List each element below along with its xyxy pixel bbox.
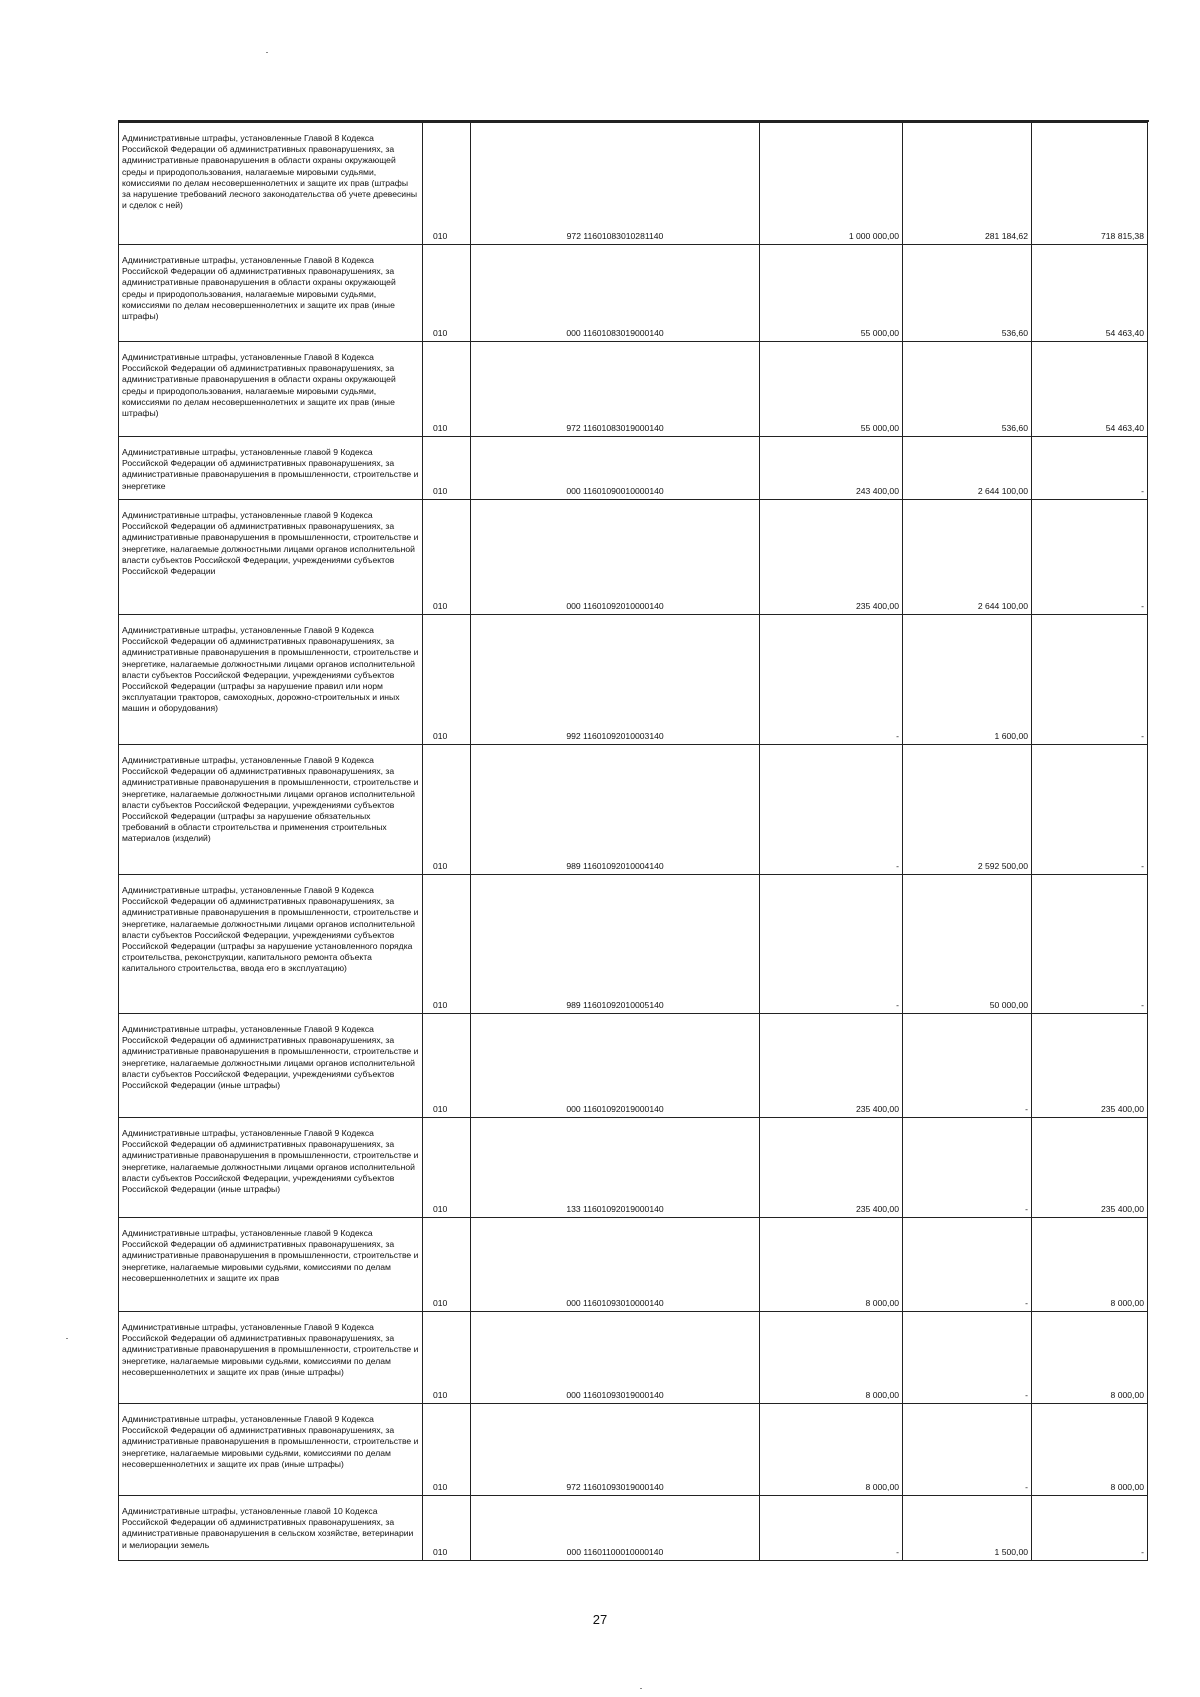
table-row	[119, 342, 1148, 437]
budget-classification-code: 000 11601092019000140	[471, 1014, 760, 1118]
line-code: 010	[423, 1496, 471, 1561]
scan-artifact	[66, 1338, 68, 1339]
scan-artifact	[266, 52, 268, 53]
approved-amount: 1 000 000,00	[760, 123, 903, 245]
executed-amount: 2 592 500,00	[903, 745, 1032, 875]
budget-classification-code: 000 11601093019000140	[471, 1312, 760, 1404]
row-name: Административные штрафы, установленные Главой 9 Кодекса Российской Федерации об административных правонарушениях, за административные правонарушения в промышленности, строительстве и энергетике, налагаемые должностными лицами органов исполнительной власти субъектов Российской Федерации, учреждениями субъектов Российской Федерации (штрафы за нарушение обязательных требований в области строительства и применения строительных материалов (изделий)	[119, 745, 423, 875]
row-name: Административные штрафы, установленные Главой 8 Кодекса Российской Федерации об административных правонарушениях, за административные правонарушения в области охраны окружающей среды и природопользования, налагаемые мировыми судьями, комиссиями по делам несовершеннолетних и защите их прав (иные штрафы)	[119, 342, 423, 437]
approved-amount: 235 400,00	[760, 1014, 903, 1118]
unexecuted-amount: 54 463,40	[1032, 245, 1148, 342]
budget-classification-code: 989 11601092010004140	[471, 745, 760, 875]
table-row	[119, 615, 1148, 745]
unexecuted-amount: -	[1032, 437, 1148, 500]
executed-amount: -	[903, 1404, 1032, 1496]
unexecuted-amount: 8 000,00	[1032, 1404, 1148, 1496]
line-code: 010	[423, 342, 471, 437]
approved-amount: -	[760, 615, 903, 745]
executed-amount: 2 644 100,00	[903, 437, 1032, 500]
executed-amount: 50 000,00	[903, 875, 1032, 1014]
row-name: Административные штрафы, установленные Главой 9 Кодекса Российской Федерации об административных правонарушениях, за административные правонарушения в промышленности, строительстве и энергетике, налагаемые должностными лицами органов исполнительной власти субъектов Российской Федерации, учреждениями субъектов Российской Федерации (штрафы за нарушение установленного порядка строительства, реконструкции, капитального ремонта объекта капитального строительства, ввода его в эксплуатацию)	[119, 875, 423, 1014]
budget-classification-code: 000 11601100010000140	[471, 1496, 760, 1561]
budget-classification-code: 972 11601083010281140	[471, 123, 760, 245]
table-row	[119, 1014, 1148, 1118]
table-row	[119, 437, 1148, 500]
budget-classification-code: 972 11601083019000140	[471, 342, 760, 437]
executed-amount: -	[903, 1118, 1032, 1218]
budget-classification-code: 000 11601083019000140	[471, 245, 760, 342]
budget-classification-code: 972 11601093019000140	[471, 1404, 760, 1496]
line-code: 010	[423, 1312, 471, 1404]
table-row	[119, 1496, 1148, 1561]
approved-amount: 8 000,00	[760, 1404, 903, 1496]
line-code: 010	[423, 1404, 471, 1496]
budget-classification-code: 000 11601093010000140	[471, 1218, 760, 1312]
unexecuted-amount: 8 000,00	[1032, 1218, 1148, 1312]
unexecuted-amount: 718 815,38	[1032, 123, 1148, 245]
executed-amount: 281 184,62	[903, 123, 1032, 245]
executed-amount: 1 500,00	[903, 1496, 1032, 1561]
row-name: Административные штрафы, установленные главой 9 Кодекса Российской Федерации об административных правонарушениях, за административные правонарушения в промышленности, строительстве и энергетике	[119, 437, 423, 500]
line-code: 010	[423, 500, 471, 615]
scan-artifact	[640, 1688, 642, 1689]
approved-amount: -	[760, 1496, 903, 1561]
report-sheet	[118, 122, 1147, 1561]
executed-amount: 536,60	[903, 245, 1032, 342]
row-name: Административные штрафы, установленные Главой 9 Кодекса Российской Федерации об административных правонарушениях, за административные правонарушения в промышленности, строительстве и энергетике, налагаемые должностными лицами органов исполнительной власти субъектов Российской Федерации, учреждениями субъектов Российской Федерации (штрафы за нарушение правил или норм эксплуатации тракторов, самоходных, дорожно-строительных и иных машин и оборудования)	[119, 615, 423, 745]
line-code: 010	[423, 245, 471, 342]
executed-amount: -	[903, 1014, 1032, 1118]
approved-amount: 243 400,00	[760, 437, 903, 500]
unexecuted-amount: 235 400,00	[1032, 1118, 1148, 1218]
unexecuted-amount: -	[1032, 875, 1148, 1014]
unexecuted-amount: -	[1032, 615, 1148, 745]
line-code: 010	[423, 745, 471, 875]
unexecuted-amount: -	[1032, 500, 1148, 615]
table-body	[119, 123, 1148, 1561]
approved-amount: -	[760, 875, 903, 1014]
line-code: 010	[423, 875, 471, 1014]
row-name: Административные штрафы, установленные Главой 9 Кодекса Российской Федерации об административных правонарушениях, за административные правонарушения в промышленности, строительстве и энергетике, налагаемые должностными лицами органов исполнительной власти субъектов Российской Федерации, учреждениями субъектов Российской Федерации (иные штрафы)	[119, 1118, 423, 1218]
revenue-table	[118, 122, 1148, 1561]
line-code: 010	[423, 1118, 471, 1218]
budget-classification-code: 000 11601092010000140	[471, 500, 760, 615]
executed-amount: 1 600,00	[903, 615, 1032, 745]
unexecuted-amount: -	[1032, 1496, 1148, 1561]
row-name: Административные штрафы, установленные Главой 8 Кодекса Российской Федерации об административных правонарушениях, за административные правонарушения в области охраны окружающей среды и природопользования, налагаемые мировыми судьями, комиссиями по делам несовершеннолетних и защите их прав (иные штрафы)	[119, 245, 423, 342]
executed-amount: 536,60	[903, 342, 1032, 437]
table-row	[119, 1312, 1148, 1404]
row-name: Административные штрафы, установленные Главой 9 Кодекса Российской Федерации об административных правонарушениях, за административные правонарушения в промышленности, строительстве и энергетике, налагаемые мировыми судьями, комиссиями по делам несовершеннолетних и защите их прав (иные штрафы)	[119, 1404, 423, 1496]
executed-amount: 2 644 100,00	[903, 500, 1032, 615]
unexecuted-amount: 8 000,00	[1032, 1312, 1148, 1404]
approved-amount: 235 400,00	[760, 1118, 903, 1218]
line-code: 010	[423, 1014, 471, 1118]
approved-amount: 8 000,00	[760, 1218, 903, 1312]
line-code: 010	[423, 123, 471, 245]
table-row	[119, 1118, 1148, 1218]
approved-amount: -	[760, 745, 903, 875]
approved-amount: 235 400,00	[760, 500, 903, 615]
budget-classification-code: 133 11601092019000140	[471, 1118, 760, 1218]
budget-classification-code: 000 11601090010000140	[471, 437, 760, 500]
executed-amount: -	[903, 1312, 1032, 1404]
row-name: Административные штрафы, установленные Главой 9 Кодекса Российской Федерации об административных правонарушениях, за административные правонарушения в промышленности, строительстве и энергетике, налагаемые мировыми судьями, комиссиями по делам несовершеннолетних и защите их прав (иные штрафы)	[119, 1312, 423, 1404]
table-row	[119, 875, 1148, 1014]
table-row	[119, 123, 1148, 245]
unexecuted-amount: 235 400,00	[1032, 1014, 1148, 1118]
row-name: Административные штрафы, установленные Главой 9 Кодекса Российской Федерации об административных правонарушениях, за административные правонарушения в промышленности, строительстве и энергетике, налагаемые должностными лицами органов исполнительной власти субъектов Российской Федерации, учреждениями субъектов Российской Федерации (иные штрафы)	[119, 1014, 423, 1118]
page-number: 27	[592, 1612, 608, 1627]
unexecuted-amount: -	[1032, 745, 1148, 875]
row-name: Административные штрафы, установленные главой 9 Кодекса Российской Федерации об административных правонарушениях, за административные правонарушения в промышленности, строительстве и энергетике, налагаемые мировыми судьями, комиссиями по делам несовершеннолетних и защите их прав	[119, 1218, 423, 1312]
approved-amount: 55 000,00	[760, 245, 903, 342]
table-row	[119, 500, 1148, 615]
approved-amount: 55 000,00	[760, 342, 903, 437]
table-row	[119, 745, 1148, 875]
budget-classification-code: 992 11601092010003140	[471, 615, 760, 745]
row-name: Административные штрафы, установленные главой 10 Кодекса Российской Федерации об административных правонарушениях, за административные правонарушения в сельском хозяйстве, ветеринарии и мелиорации земель	[119, 1496, 423, 1561]
line-code: 010	[423, 1218, 471, 1312]
line-code: 010	[423, 615, 471, 745]
row-name: Административные штрафы, установленные главой 9 Кодекса Российской Федерации об административных правонарушениях, за административные правонарушения в промышленности, строительстве и энергетике, налагаемые должностными лицами органов исполнительной власти субъектов Российской Федерации, учреждениями субъектов Российской Федерации	[119, 500, 423, 615]
approved-amount: 8 000,00	[760, 1312, 903, 1404]
table-row	[119, 1218, 1148, 1312]
budget-classification-code: 989 11601092010005140	[471, 875, 760, 1014]
unexecuted-amount: 54 463,40	[1032, 342, 1148, 437]
table-row	[119, 1404, 1148, 1496]
line-code: 010	[423, 437, 471, 500]
executed-amount: -	[903, 1218, 1032, 1312]
row-name: Административные штрафы, установленные Главой 8 Кодекса Российской Федерации об административных правонарушениях, за административные правонарушения в области охраны окружающей среды и природопользования, налагаемые мировыми судьями, комиссиями по делам несовершеннолетних и защите их прав (штрафы за нарушение требований лесного законодательства об учете древесины и сделок с ней)	[119, 123, 423, 245]
table-row	[119, 245, 1148, 342]
